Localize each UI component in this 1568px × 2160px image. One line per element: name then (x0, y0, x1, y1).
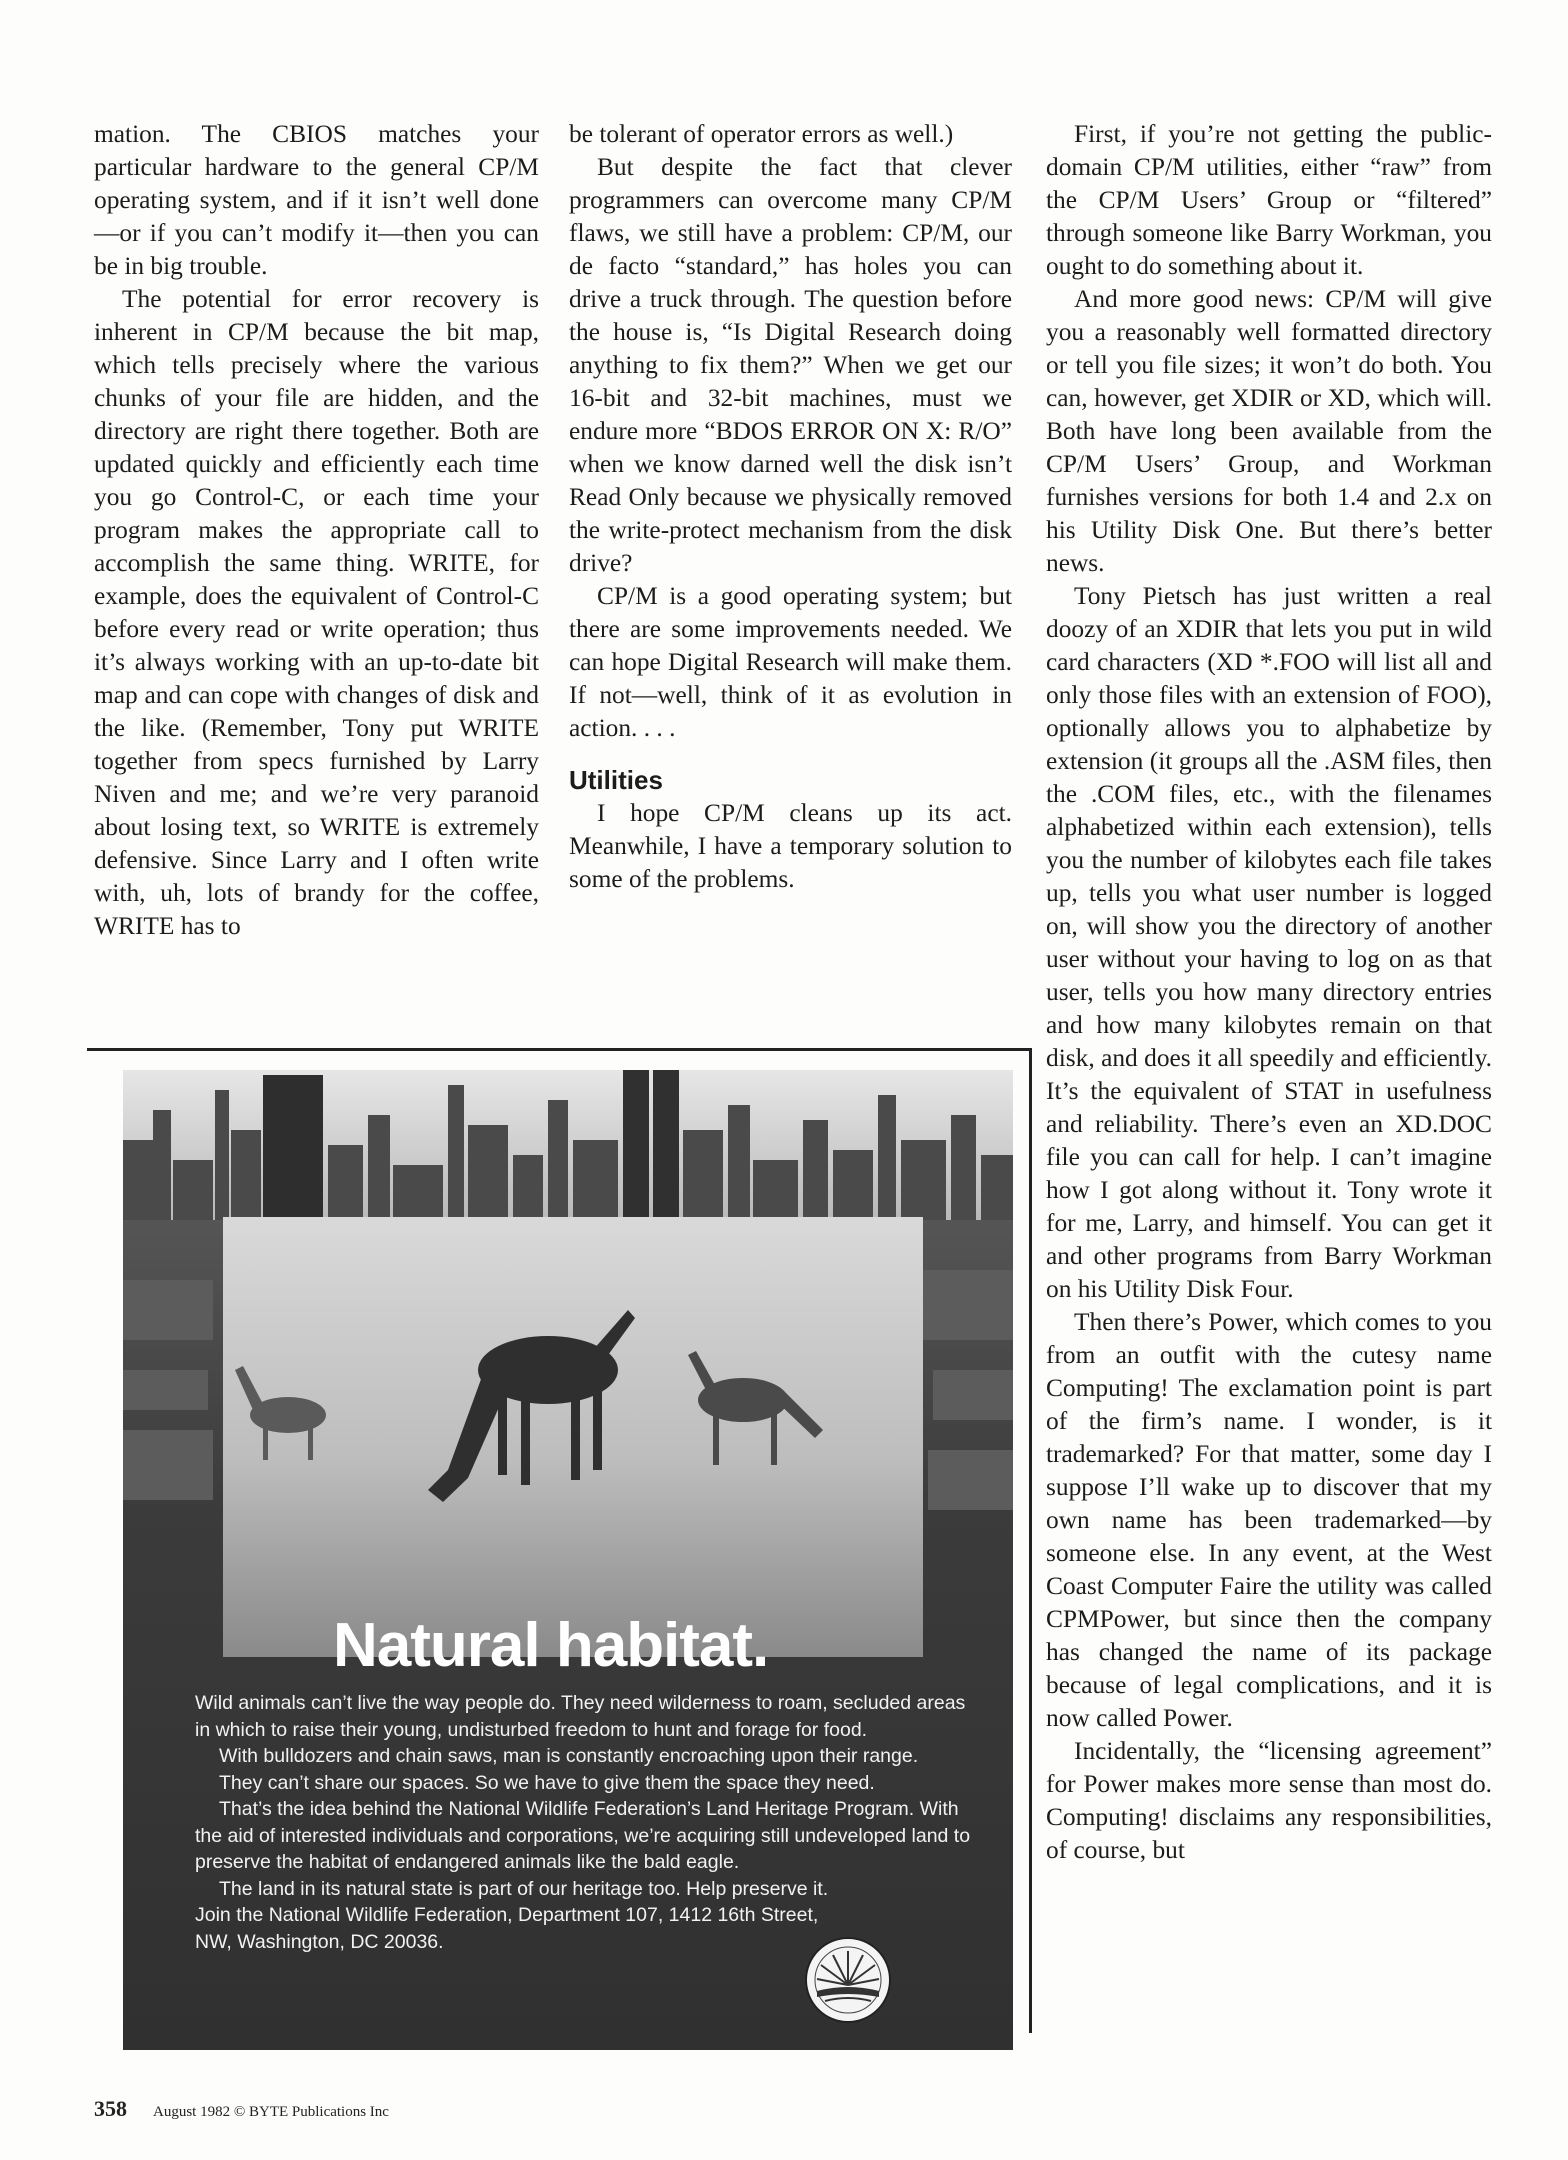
buildings-right (923, 1270, 1013, 1510)
ad-paragraph: Wild animals can’t live the way people do. They need wilderness to roam, secluded areas in which to raise their young, undisturbed freedom to hunt and forage for food. (195, 1692, 966, 1741)
paragraph: Tony Pietsch has just written a real doozy of an XDIR that lets you put in wild card characters (XD *.FOO will list all and only those files with an extension of FOO), optionally allows you to alphabetize by extension (it groups all the .ASM files, then the .COM files, etc., with the filenames alphabetized within each extension), tells you the number of kilobytes each file takes up, tells you what user number is logged on, will show you the directory of another user without your having to log on as that user, tells you how many directory entries and how many kilobytes remain on that disk, and does it all speedily and efficiently. It’s the equivalent of STAT in usefulness and reliability. There’s even an XD.DOC file you can call for help. I can’t imagine how I got along without it. Tony wrote it for me, Larry, and himself. You can get it and other programs from Barry Workman on his Utility Disk Four. (1046, 582, 1492, 1303)
ad-divider-side (1029, 1048, 1032, 2033)
ad-headline: Natural habitat. (333, 1611, 769, 1680)
article-column-1 (94, 118, 539, 943)
buildings-left (123, 1280, 213, 1500)
national-wildlife-federation-seal-icon (803, 1935, 893, 2025)
paragraph: And more good news: CP/M will give you a reasonably well formatted directory or tell you file sizes; it won’t do both. You can, however, get XDIR or XD, which will. Both have long been available from the CP/M Users’ Group, and Workman furnishes versions for both 1.4 and 2.x on his Utility Disk One. But there’s better news. (1046, 285, 1492, 577)
copyright-credit: August 1982 © BYTE Publications Inc (153, 2104, 389, 2120)
ad-divider-top (87, 1048, 1032, 1051)
paragraph: be tolerant of operator errors as well.) (569, 120, 954, 148)
section-heading-utilities: Utilities (569, 765, 663, 795)
paragraph: First, if you’re not getting the public-domain CP/M utilities, either “raw” from the CP/M Users’ Group or “filtered” through someone like Barry Workman, you ought to do something about it. (1046, 120, 1492, 280)
ad-paragraph: With bulldozers and chain saws, man is constantly encroaching upon their range. (219, 1745, 919, 1767)
ad-paragraph: The land in its natural state is part of our heritage too. Help preserve it. Join the National Wildlife Federation, Department 107, 1412 16th Street, NW, Washington, DC 20036. (195, 1877, 829, 1953)
wildlife-advertisement (123, 1070, 1013, 2050)
paragraph: CP/M is a good operating system; but there are some improvements needed. We can hope Digital Research will make them. If not—well, think of it as evolution in action. . . . (569, 582, 1012, 742)
page-footer (94, 2096, 389, 2122)
paragraph: The potential for error recovery is inherent in CP/M because the bit map, which tells precisely where the various chunks of your file are hidden, and the directory are right there together. Both are updated quickly and efficiently each time you go Control-C, or each time your program makes the appropriate call to accomplish the same thing. WRITE, for example, does the equivalent of Control-C before every read or write operation; thus it’s always working with an up-to-date bit map and can cope with changes of disk and the like. (Remember, Tony put WRITE together from specs furnished by Larry Niven and me; and we’re very paranoid about losing text, so WRITE is extremely defensive. Since Larry and I often write with, uh, lots of brandy for the coffee, WRITE has to (94, 285, 539, 940)
ad-paragraph: They can’t share our spaces. So we have to give them the space they need. (219, 1771, 875, 1794)
ad-body-copy (195, 1690, 985, 1955)
article-column-2 (569, 118, 1012, 896)
page-number: 358 (94, 2096, 127, 2121)
paragraph: mation. The CBIOS matches your particular hardware to the general CP/M operating system, and if it isn’t well done—or if you can’t modify it—then you can be in big trouble. (94, 120, 539, 280)
paragraph: I hope CP/M cleans up its act. Meanwhile, I have a temporary solution to some of the problems. (569, 799, 1012, 893)
paragraph: Then there’s Power, which comes to you from an outfit with the cutesy name Computing! The exclamation point is part of the firm’s name. I wonder, is it trademarked? For that matter, some day I suppose I’ll wake up to discover that my own name has been trademarked—by someone else. In any event, at the West Coast Computer Faire the utility was called CPMPower, but since then the company has changed the name of its package because of legal complications, and it is now called Power. (1046, 1308, 1492, 1732)
paragraph: But despite the fact that clever programmers can overcome many CP/M flaws, we still have a problem: CP/M, our de facto “standard,” has holes you can drive a truck through. The question before the house is, “Is Digital Research doing anything to fix them?” When we get our 16-bit and 32-bit machines, must we endure more “BDOS ERROR ON X: R/O” when we know darned well the disk isn’t Read Only because we physically removed the write-protect mechanism from the disk drive? (569, 153, 1012, 577)
ad-paragraph: That’s the idea behind the National Wildlife Federation’s Land Heritage Program. With the aid of interested individuals and corporations, we’re acquiring still undeveloped land to preserve the habitat of endangered animals like the bald eagle. (195, 1798, 971, 1873)
paragraph: Incidentally, the “licensing agreement” for Power makes more sense than most do. Computing! disclaims any responsibilities, of course, but (1046, 1737, 1492, 1864)
article-column-3 (1046, 118, 1492, 1867)
